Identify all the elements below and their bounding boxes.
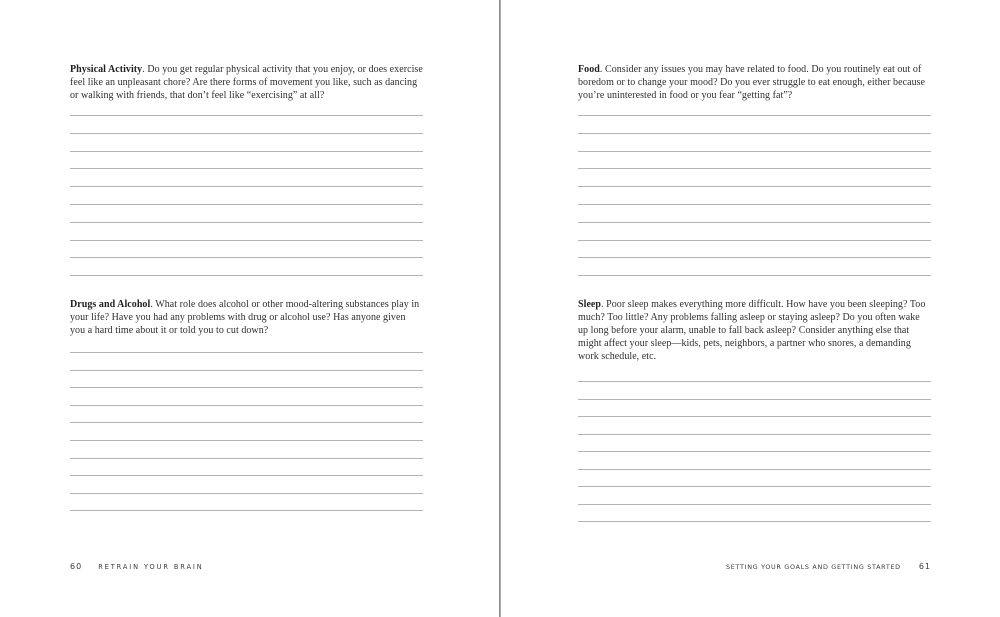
section-prompt [578,298,931,363]
section-prompt [578,63,931,102]
answer-line [70,475,423,493]
section-drugs-and-alcohol [70,298,423,337]
answer-line [70,257,423,275]
answer-line [70,204,423,222]
running-head-left: RETRAIN YOUR BRAIN [98,563,204,571]
section-sleep [578,298,931,363]
section-title: Sleep [578,299,602,310]
answer-line [578,115,931,133]
section-title: Physical Activity [70,64,143,75]
answer-line [578,168,931,186]
answer-line [70,458,423,476]
answer-line [578,240,931,258]
answer-line [70,352,423,370]
page-right [578,0,931,617]
section-prompt [70,63,423,102]
answer-line [578,521,931,539]
answer-line [70,115,423,133]
answer-line [578,381,931,399]
answer-line [578,469,931,487]
answer-line [70,422,423,440]
answer-line [70,370,423,388]
answer-line [578,399,931,417]
section-prompt-text: . Consider any issues you may have related to food. Do you routinely eat out of boredom or to change your mood? Do you ever struggle to eat enough, either because you’re uninterested in food or you fear “getting fat”? [578,64,926,101]
answer-line [70,387,423,405]
section-title: Food [578,64,600,75]
page-number-right: 61 [918,562,931,571]
section-prompt-text: . What role does alcohol or other mood-altering substances play in your life? Have you had any problems with drug or alcohol use? Has anyone given you a hard time about it or told you to cut down? [70,299,420,336]
answer-line [578,186,931,204]
answer-line [70,168,423,186]
answer-lines [70,352,423,528]
answer-line [578,133,931,151]
answer-line [578,504,931,522]
section-prompt-text: . Do you get regular physical activity that you enjoy, or does exercise feel like an unpleasant chore? Are there forms of movement you like, such as dancing or walking with friends, that don’t feel like “exercising” at all? [70,64,423,101]
answer-line [578,204,931,222]
answer-line [70,240,423,258]
page-number-left: 60 [70,562,83,571]
answer-line [70,440,423,458]
answer-line [578,222,931,240]
answer-line [578,257,931,275]
running-head-right: SETTING YOUR GOALS AND GETTING STARTED [726,563,901,571]
answer-line [578,486,931,504]
answer-line [70,222,423,240]
answer-line [70,510,423,528]
answer-line [70,133,423,151]
section-physical-activity [70,63,423,102]
answer-line [70,186,423,204]
answer-line [578,151,931,169]
answer-line [70,493,423,511]
page-left [70,0,423,617]
answer-line [70,405,423,423]
section-food [578,63,931,102]
answer-line [578,434,931,452]
answer-line [578,275,931,293]
answer-lines [578,115,931,293]
section-title: Drugs and Alcohol [70,299,151,310]
section-prompt [70,298,423,337]
answer-lines [578,381,931,539]
answer-line [70,151,423,169]
answer-lines [70,115,423,293]
answer-line [70,275,423,293]
section-prompt-text: . Poor sleep makes everything more difficult. How have you been sleeping? Too much? Too little? Any problems falling asleep or staying asleep? Do you often wake up long before your alarm, unable to fall back asleep? Consider anything else that might affect your sleep—kids, pets, neighbors, a partner who snores, a demanding work schedule, etc. [578,299,926,362]
answer-line [578,451,931,469]
page-gutter-divider [499,0,501,617]
answer-line [578,416,931,434]
